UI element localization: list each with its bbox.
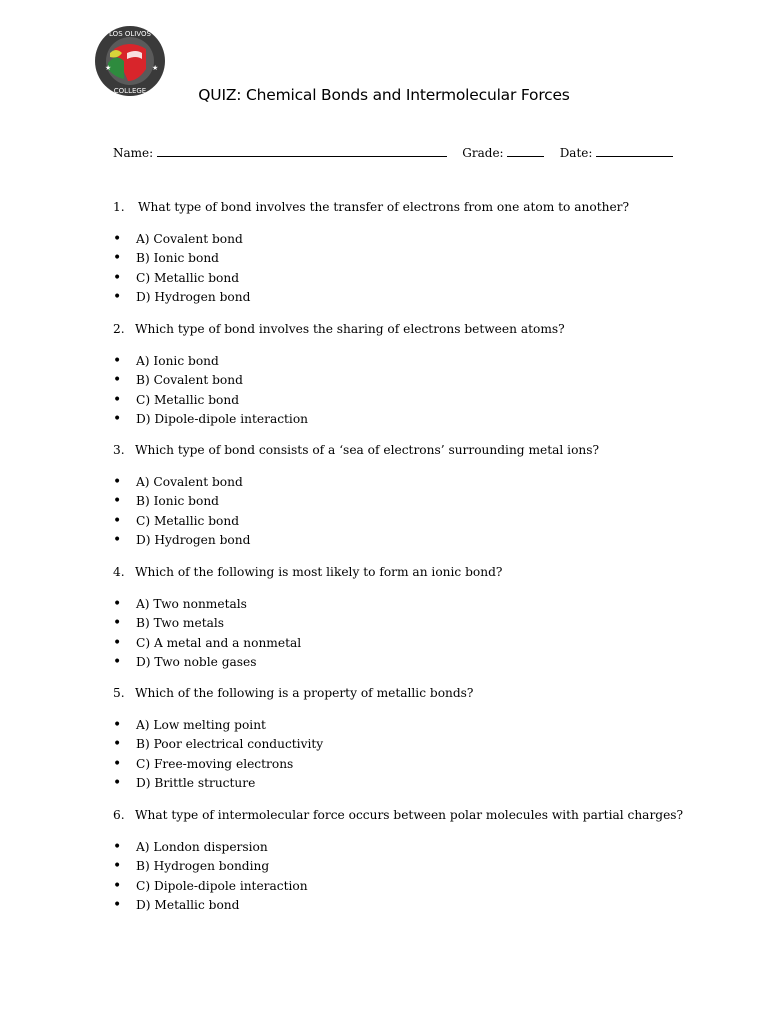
- option-label: B) Hydrogen bonding: [136, 859, 270, 874]
- student-info-line: [113, 144, 673, 160]
- bullet-icon: •: [113, 512, 122, 529]
- bullet-icon: •: [113, 736, 122, 753]
- question-number: 4.: [113, 565, 125, 579]
- svg-text:LOS OLIVOS: LOS OLIVOS: [109, 30, 151, 38]
- bullet-icon: •: [113, 653, 122, 670]
- option-label: D) Hydrogen bond: [136, 289, 251, 304]
- question-3: [113, 443, 599, 457]
- option-label: C) A metal and a nonmetal: [136, 635, 302, 650]
- bullet-icon: •: [113, 391, 122, 408]
- option-item[interactable]: [113, 473, 250, 492]
- option-item[interactable]: [113, 512, 250, 531]
- option-item[interactable]: [113, 716, 323, 735]
- option-label: D) Hydrogen bond: [136, 532, 251, 547]
- bullet-icon: •: [113, 288, 122, 305]
- question-6: [113, 808, 683, 822]
- option-label: A) London dispersion: [136, 840, 268, 854]
- option-item[interactable]: [113, 838, 308, 857]
- option-label: B) Ionic bond: [136, 494, 219, 509]
- svg-text:COLLEGE: COLLEGE: [113, 87, 147, 95]
- option-label: C) Metallic bond: [136, 513, 239, 528]
- question-text: What type of bond involves the transfer of electrons from one atom to another?: [138, 200, 630, 214]
- option-item[interactable]: [113, 230, 250, 249]
- question-2: [113, 322, 565, 336]
- option-label: C) Metallic bond: [136, 392, 239, 407]
- question-text: Which of the following is most likely to form an ionic bond?: [135, 565, 503, 579]
- options-list-2: [113, 352, 308, 429]
- bullet-icon: •: [113, 410, 122, 427]
- bullet-icon: •: [113, 774, 122, 791]
- option-item[interactable]: [113, 531, 250, 550]
- bullet-icon: •: [113, 896, 122, 913]
- bullet-icon: •: [113, 755, 122, 772]
- svg-text:★: ★: [105, 64, 112, 72]
- option-item[interactable]: [113, 877, 308, 896]
- bullet-icon: •: [113, 250, 122, 267]
- bullet-icon: •: [113, 717, 122, 733]
- name-label: Name:: [113, 146, 154, 160]
- option-item[interactable]: [113, 269, 250, 288]
- options-list-6: [113, 838, 308, 915]
- question-text: Which type of bond consists of a ‘sea of electrons’ surrounding metal ions?: [135, 443, 600, 457]
- bullet-icon: •: [113, 596, 122, 612]
- option-item[interactable]: [113, 288, 250, 307]
- option-label: C) Dipole-dipole interaction: [136, 878, 308, 893]
- date-blank[interactable]: [596, 144, 673, 157]
- option-label: A) Two nonmetals: [136, 597, 247, 611]
- option-item[interactable]: [113, 595, 301, 614]
- grade-blank[interactable]: [507, 144, 544, 157]
- option-label: A) Low melting point: [136, 718, 266, 732]
- option-item[interactable]: [113, 371, 308, 390]
- option-label: D) Brittle structure: [136, 775, 256, 790]
- bullet-icon: •: [113, 877, 122, 894]
- option-item[interactable]: [113, 755, 323, 774]
- date-label: Date:: [559, 146, 593, 160]
- option-label: B) Covalent bond: [136, 373, 243, 388]
- bullet-icon: •: [113, 474, 122, 490]
- option-label: A) Covalent bond: [136, 475, 243, 489]
- option-label: D) Dipole-dipole interaction: [136, 411, 309, 426]
- question-number: 3.: [113, 443, 125, 457]
- name-blank[interactable]: [157, 144, 447, 157]
- grade-label: Grade:: [462, 146, 504, 160]
- bullet-icon: •: [113, 634, 122, 651]
- question-text: What type of intermolecular force occurs between polar molecules with partial charges?: [135, 808, 684, 822]
- question-number: 5.: [113, 686, 125, 700]
- question-1: [113, 200, 629, 214]
- option-item[interactable]: [113, 410, 308, 429]
- option-item[interactable]: [113, 249, 250, 268]
- option-label: B) Ionic bond: [136, 251, 219, 266]
- option-item[interactable]: [113, 735, 323, 754]
- question-text: Which type of bond involves the sharing of electrons between atoms?: [135, 322, 565, 336]
- option-label: D) Metallic bond: [136, 897, 240, 912]
- svg-text:★: ★: [152, 64, 159, 72]
- option-item[interactable]: [113, 634, 301, 653]
- bullet-icon: •: [113, 839, 122, 855]
- option-item[interactable]: [113, 774, 323, 793]
- option-item[interactable]: [113, 391, 308, 410]
- option-item[interactable]: [113, 492, 250, 511]
- options-list-4: [113, 595, 301, 672]
- options-list-3: [113, 473, 250, 550]
- option-item[interactable]: [113, 614, 301, 633]
- option-label: D) Two noble gases: [136, 654, 257, 669]
- bullet-icon: •: [113, 353, 122, 369]
- question-number: 1.: [113, 200, 125, 214]
- option-item[interactable]: [113, 857, 308, 876]
- question-5: [113, 686, 473, 700]
- bullet-icon: •: [113, 269, 122, 286]
- bullet-icon: •: [113, 372, 122, 389]
- bullet-icon: •: [113, 493, 122, 510]
- option-label: B) Two metals: [136, 616, 225, 631]
- option-label: B) Poor electrical conductivity: [136, 737, 324, 752]
- question-4: [113, 565, 502, 579]
- question-text: Which of the following is a property of metallic bonds?: [135, 686, 474, 700]
- question-number: 2.: [113, 322, 125, 336]
- option-item[interactable]: [113, 352, 308, 371]
- option-item[interactable]: [113, 896, 308, 915]
- option-label: A) Covalent bond: [136, 232, 243, 246]
- option-item[interactable]: [113, 653, 301, 672]
- bullet-icon: •: [113, 858, 122, 875]
- bullet-icon: •: [113, 231, 122, 247]
- question-number: 6.: [113, 808, 125, 822]
- quiz-title: QUIZ: Chemical Bonds and Intermolecular Forces: [198, 86, 570, 104]
- option-label: C) Metallic bond: [136, 270, 239, 285]
- bullet-icon: •: [113, 615, 122, 632]
- option-label: C) Free-moving electrons: [136, 756, 294, 771]
- option-label: A) Ionic bond: [136, 354, 219, 368]
- bullet-icon: •: [113, 531, 122, 548]
- options-list-5: [113, 716, 323, 793]
- options-list-1: [113, 230, 250, 307]
